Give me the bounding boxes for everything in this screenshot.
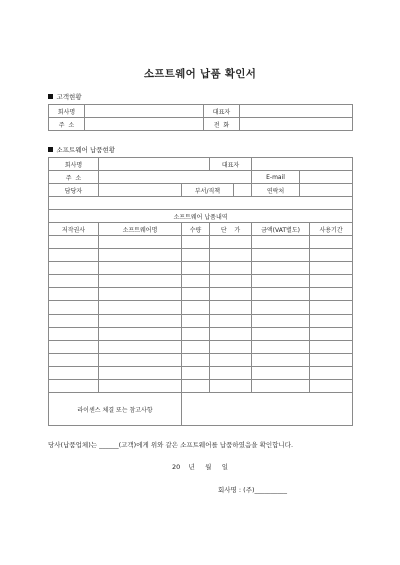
item-cell[interactable] — [99, 262, 182, 275]
item-cell[interactable] — [210, 340, 252, 353]
item-cell[interactable] — [182, 288, 210, 301]
item-cell[interactable] — [182, 249, 210, 262]
customer-section-label: 고객현황 — [56, 93, 82, 101]
customer-ceo-field[interactable] — [240, 105, 353, 118]
item-cell[interactable] — [49, 380, 99, 393]
customer-ceo-label: 대표자 — [204, 105, 240, 118]
confirmation-statement: 당사(납품업체)는 ______(고객)에게 위와 같은 소프트웨어를 납품하였음을 확인합니다. — [48, 441, 294, 449]
item-cell[interactable] — [182, 380, 210, 393]
item-cell[interactable] — [210, 249, 252, 262]
item-cell[interactable] — [310, 262, 353, 275]
item-cell[interactable] — [182, 353, 210, 366]
item-row — [49, 380, 353, 393]
item-cell[interactable] — [99, 380, 182, 393]
item-row — [49, 249, 353, 262]
item-cell[interactable] — [210, 236, 252, 249]
item-cell[interactable] — [49, 301, 99, 314]
customer-table — [48, 104, 353, 131]
item-cell[interactable] — [210, 314, 252, 327]
delivery-contact-field[interactable] — [300, 184, 353, 197]
item-cell[interactable] — [182, 366, 210, 379]
column-header-software: 소프트웨어명 — [99, 223, 182, 236]
item-cell[interactable] — [310, 275, 353, 288]
item-cell[interactable] — [210, 288, 252, 301]
column-header-publisher: 저작권사 — [49, 223, 99, 236]
item-cell[interactable] — [99, 236, 182, 249]
delivery-ceo-field[interactable] — [252, 158, 353, 171]
date-line: 20 년 월 일 — [171, 463, 229, 471]
item-cell[interactable] — [210, 301, 252, 314]
item-cell[interactable] — [182, 301, 210, 314]
item-row — [49, 327, 353, 340]
item-cell[interactable] — [99, 340, 182, 353]
item-cell[interactable] — [310, 236, 353, 249]
customer-company-label: 회사명 — [49, 105, 85, 118]
customer-phone-label: 전 화 — [204, 118, 240, 131]
spacer-row — [49, 197, 353, 210]
delivery-table — [48, 157, 353, 426]
item-row — [49, 353, 353, 366]
delivery-dept-label: 부서/직책 — [182, 184, 234, 197]
item-cell[interactable] — [252, 340, 310, 353]
item-cell[interactable] — [310, 288, 353, 301]
item-cell[interactable] — [182, 262, 210, 275]
item-row — [49, 262, 353, 275]
item-cell[interactable] — [99, 314, 182, 327]
item-cell[interactable] — [252, 314, 310, 327]
item-cell[interactable] — [99, 301, 182, 314]
customer-address-label: 주 소 — [49, 118, 85, 131]
signature-line: 회사명 : (주)__________ — [218, 486, 288, 494]
item-cell[interactable] — [49, 327, 99, 340]
item-cell[interactable] — [310, 314, 353, 327]
item-cell[interactable] — [210, 262, 252, 275]
item-cell[interactable] — [49, 288, 99, 301]
item-row — [49, 301, 353, 314]
item-cell[interactable] — [49, 353, 99, 366]
item-cell[interactable] — [182, 236, 210, 249]
item-cell[interactable] — [49, 262, 99, 275]
item-cell[interactable] — [182, 275, 210, 288]
delivery-company-label: 회사명 — [49, 158, 99, 171]
item-cell[interactable] — [49, 249, 99, 262]
item-cell[interactable] — [210, 327, 252, 340]
delivery-dept-field[interactable] — [234, 184, 252, 197]
remark-label: 라이센스 체결 또는 참고사항 — [49, 393, 182, 426]
item-cell[interactable] — [310, 340, 353, 353]
item-row — [49, 340, 353, 353]
item-cell[interactable] — [252, 249, 310, 262]
item-cell[interactable] — [252, 366, 310, 379]
item-cell[interactable] — [182, 327, 210, 340]
square-bullet-icon — [48, 147, 53, 152]
item-cell[interactable] — [99, 353, 182, 366]
item-cell[interactable] — [252, 353, 310, 366]
item-cell[interactable] — [252, 275, 310, 288]
column-header-amount: 금액(VAT별도) — [252, 223, 310, 236]
item-cell[interactable] — [252, 288, 310, 301]
item-cell[interactable] — [99, 327, 182, 340]
item-cell[interactable] — [182, 314, 210, 327]
item-cell[interactable] — [310, 249, 353, 262]
delivery-ceo-label: 대표자 — [210, 158, 252, 171]
item-cell[interactable] — [49, 314, 99, 327]
item-cell[interactable] — [310, 301, 353, 314]
item-row — [49, 275, 353, 288]
delivery-address-label: 주 소 — [49, 171, 99, 184]
column-header-period: 사용기간 — [310, 223, 353, 236]
item-cell[interactable] — [49, 275, 99, 288]
customer-section-heading — [48, 92, 82, 101]
delivery-contact-label: 연락처 — [252, 184, 300, 197]
delivery-section-label: 소프트웨어 납품현황 — [56, 146, 116, 154]
item-row — [49, 236, 353, 249]
item-row — [49, 314, 353, 327]
item-cell[interactable] — [310, 327, 353, 340]
item-row — [49, 288, 353, 301]
delivery-section-heading — [48, 145, 115, 154]
item-cell[interactable] — [310, 353, 353, 366]
customer-phone-field[interactable] — [240, 118, 353, 131]
item-cell[interactable] — [310, 366, 353, 379]
delivery-email-field[interactable] — [300, 171, 353, 184]
item-cell[interactable] — [252, 236, 310, 249]
item-cell[interactable] — [99, 366, 182, 379]
item-cell[interactable] — [210, 366, 252, 379]
item-cell[interactable] — [49, 236, 99, 249]
remark-field[interactable] — [182, 393, 353, 426]
column-header-unit-price: 단 가 — [210, 223, 252, 236]
item-cell[interactable] — [252, 327, 310, 340]
item-cell[interactable] — [99, 275, 182, 288]
item-cell[interactable] — [182, 340, 210, 353]
delivery-email-label: E-mail — [252, 171, 300, 184]
item-cell[interactable] — [210, 275, 252, 288]
item-cell[interactable] — [99, 249, 182, 262]
delivery-manager-field[interactable] — [99, 184, 182, 197]
customer-address-field[interactable] — [85, 118, 204, 131]
item-row — [49, 366, 353, 379]
item-cell[interactable] — [210, 353, 252, 366]
item-cell[interactable] — [310, 380, 353, 393]
item-cell[interactable] — [252, 301, 310, 314]
item-cell[interactable] — [252, 262, 310, 275]
customer-company-field[interactable] — [85, 105, 204, 118]
document-title: 소프트웨어 납품 확인서 — [143, 68, 257, 80]
delivery-address-field[interactable] — [99, 171, 252, 184]
column-header-quantity: 수량 — [182, 223, 210, 236]
detail-heading: 소프트웨어 납품내역 — [49, 210, 353, 223]
item-cell[interactable] — [49, 340, 99, 353]
item-cell[interactable] — [99, 288, 182, 301]
item-cell[interactable] — [252, 380, 310, 393]
square-bullet-icon — [48, 94, 53, 99]
item-cell[interactable] — [49, 366, 99, 379]
item-cell[interactable] — [210, 380, 252, 393]
delivery-company-field[interactable] — [99, 158, 210, 171]
delivery-manager-label: 담당자 — [49, 184, 99, 197]
